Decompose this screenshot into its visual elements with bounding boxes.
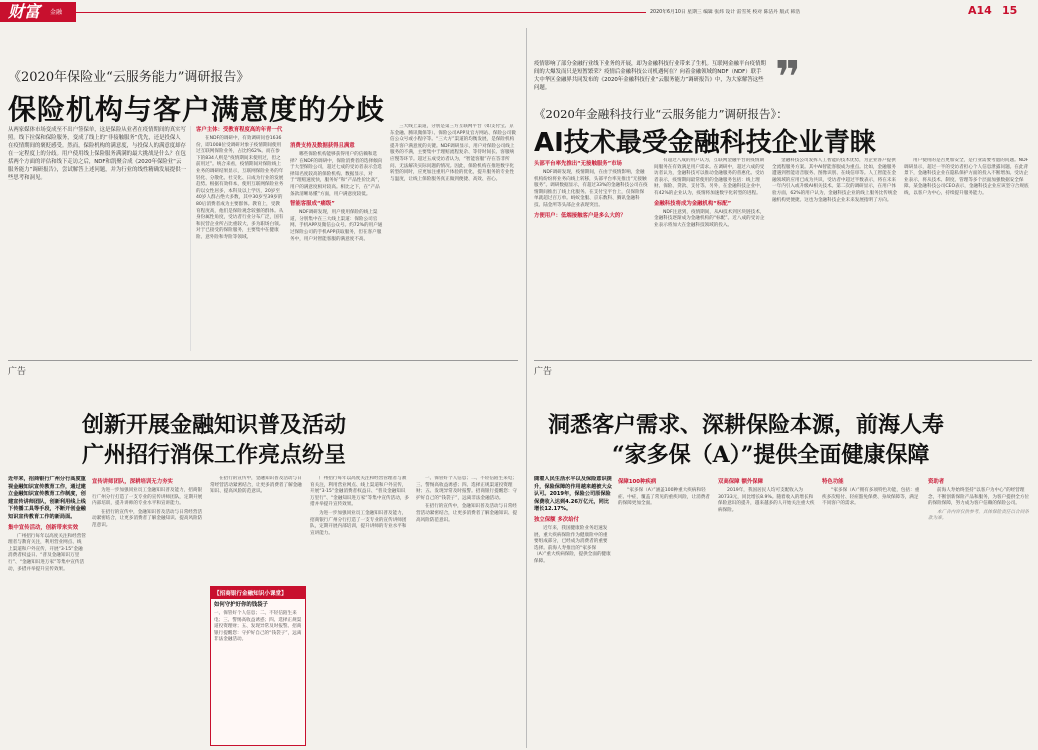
knowledge-box xyxy=(210,586,306,746)
section-logo-sub: 金融 xyxy=(50,9,63,16)
ad-right-body3: 2019年，我国居民人均可支配收入为30733元，同比增长8.9%。随着收入的增长和保险意识的提升，越来越多的人开始关注重大疾病保险。 xyxy=(718,488,815,513)
section-rule-right xyxy=(534,360,1032,361)
knowledge-box-heading: 【招商银行金融知识小课堂】 xyxy=(211,587,305,599)
ad-right-lead: 随着人民生活水平以及保险意识提升，保险保障的作用越来越被大众认可。2019年，保险公司原保险保费收入达到4.26万亿元，同比增长12.17%。 xyxy=(534,476,612,513)
section-logo-text: 财富 xyxy=(8,2,41,21)
left-col1-heading: 客户主体：受教育程度高的年青一代 xyxy=(196,127,283,133)
ad-right-col-5 xyxy=(928,476,1032,746)
page-number: 15 xyxy=(1002,4,1018,17)
ad-right-sub2: 保障100种疾病 xyxy=(618,479,657,485)
ad-right-col-2 xyxy=(618,476,712,746)
left-col3-body: 三大线上渠道，分别是第三方互联网平台（如支付宝、京东金融、腾讯微保等）、保险公司APP及官方网站、保险公司微信公众号或小程序等。“三大方”渠道的均衡发展，是保险机构提升客户满意度的关键。NDF调研显示，用户对保险公司线上服务的不满，主要集中于理赔流程复杂、等待时间长、客服响应慢等环节。超过五成受访者认为，“智能客服”存在答非所问、无法解决实际问题的情况。因此，保险机构在推进数字化转型的同时，应更加注重用户体验的优化，提升服务的专业性与温度，让线上保险服务真正做到便捷、高效、省心。 xyxy=(390,124,516,182)
quote-mark-icon: ❞ xyxy=(775,52,801,103)
knowledge-box-sub: 如何守护好你的钱袋子 xyxy=(214,602,268,608)
ad-right-headline-1: 洞悉客户需求、深耕保险本源，前海人寿 xyxy=(548,412,945,438)
right-intro-cont xyxy=(830,60,1030,104)
ad-right-col-4 xyxy=(822,476,922,746)
left-col2-heading: 消费支持及数据获得且满意 xyxy=(290,143,355,149)
right-col-2 xyxy=(654,158,766,354)
ad-label-right: 广告 xyxy=(534,367,553,377)
right-col2-body: 有超过八成的用户认为，互联网金融平台的疫情期间服务在有效满足用户需求。在调研中，超过六成的受访者认为，金融科技可以推动金融服务的普惠化。受访者表示，疫情期间最常使用的金融服务包括：线上理财、保险、贷款、支付等。另外，在金融科技企业中，有42%的企业认为，疫情将加速数字化转型的进程。 xyxy=(654,158,765,196)
section-tag: A14 xyxy=(968,4,992,17)
ad-left-col4-body: 广州招行每年以高度关注和经营管理者与教育关注，利用营业网点、线上渠道和户外宣传，开展“3·15”金融消费者权益日、“普及金融知识万里行”、“金融知识进万家”等集中宣传活动，多措并举提升宣传效果。 xyxy=(310,476,410,508)
masthead xyxy=(0,0,1038,24)
right-col1-body: NDF调研发现，疫情期间，在由于疫情影响，金融机构纷纷将业务向线上转移，头部平台率先推出“无接触服务”。调研数据显示，有超过33%的金融科技公司在疫情期间推出了线上化服务。在支付宝平台上，仅保险保单就超过百万单。蚂蚁金服、京东数科、腾讯金融科技、陆金所等头部企业表现突出。 xyxy=(534,170,648,208)
section-rule-left xyxy=(8,360,518,361)
ad-label-left: 广告 xyxy=(8,367,27,377)
ad-left-body3: 在招行的宣传中，金融知识普及活动与日常经营活动紧密结合，让更多消费者了解金融知识、提高风险防范意识。 xyxy=(92,509,203,528)
ad-left-col4-body-2: 为进一步加强同业员工金融知识普及能力，招商银行广州分行打造了一支专业的宣传讲师团队，定期开展内部培训，提升讲师的专业水平和宣讲能力。 xyxy=(310,510,407,536)
ad-left-lead: 近年来，招商银行广州分行高度重视金融知识宣传教育工作，通过建立金融知识宣传教育工作制度，创建宣传讲师团队，创新利用线上线下传播工具等手段，不断开创金融知识宣传教育工作的新局面。 xyxy=(8,476,86,520)
ad-right-col-3 xyxy=(718,476,816,746)
right-kicker: 《2020年金融科技行业“云服务能力”调研报告》： xyxy=(534,107,788,121)
ad-right-sub3: 双高保障 额外保障 xyxy=(718,479,764,485)
right-col2-body-2: NDF注意到，疫情期间，从AI技术到区块链技术，金融科技逐渐成为金融机构的“标配”。近八成的受访企业表示将加大在金融科技领域的投入。 xyxy=(654,209,765,228)
ad-right-sub1: 独立保额 多次给付 xyxy=(534,516,580,523)
right-col4-body: 用户使用的是否更加安全，是行业需要考虑的问题。NDF调研显示，超过一半的受访者担心个人信息泄露问题。在此背景下，金融科技企业在隐私保护方面的投入不断增加。受访企业表示，将从技术、制度、管理等多个层面加强数据安全保障。某金融科技公司CEO表示，金融科技企业应该坚守合规底线，以客户为中心，持续提升服务能力。 xyxy=(904,158,1029,196)
right-headline: AI技术最受金融科技企业青睐 xyxy=(534,128,876,158)
header-rule xyxy=(76,12,646,13)
left-body-rule xyxy=(190,126,191,351)
ad-left-col-1 xyxy=(8,476,86,746)
right-col2-heading-2: 金融科技将成为金融机构“标配” xyxy=(654,200,732,207)
left-col-1 xyxy=(196,124,284,352)
ad-left-col-5 xyxy=(416,476,518,746)
page-divider xyxy=(526,28,527,748)
left-col2-body: 哪些保险机构能够获得用户的信赖和选择？在NDF的调研中，保险消费者的选择倾向于大型保险公司，超过七成的受访者表示会选择知名度较高的保险机构。数据显示，对于“理赔速度快，服务好”和“产品性价比高”，用户的满意度相对较高。相比之下，在“产品条款清晰易懂”方面，用户满意度较低。 xyxy=(290,152,383,197)
right-col-4 xyxy=(904,158,1032,354)
ad-right-footer-note: 本广告内容仅供参考，具体保险责任以合同条款为准。 xyxy=(928,509,1029,522)
ad-left-body1: 广州招行每年以高度关注和经营管理者与教育关注，利用营业网点、线上渠道和户外宣传，开展“3·15”金融消费者权益日、“普及金融知识万里行”、“金融知识进万家”等集中宣传活动，多措并举提升宣传效果。 xyxy=(8,533,86,572)
ad-left-col5-body: 一、保管好个人信息；二、不轻信陌生来电；三、警惕高收益诱惑；四、选择正规渠道投资理财；五、发现异常及时报警。招商银行提醒您：守护好自己的“钱袋子”，远离非法金融活动。 xyxy=(416,476,518,501)
ad-left-col-2 xyxy=(92,476,204,746)
left-headline: 保险机构与客户满意度的分歧 xyxy=(8,93,386,126)
right-col3-body: 金融科技公司发挥人工智能的技术优势，为企业客户提供全流程服务方案。其中AI智能客服成为重点。比如，金融服务遭遇到智能语音服务、图像识别、在线信审等。人工智能在金融领域的应用已成为共识，受访者中超过半数表示，将在未来一年内引入或升级AI相关技术。第二次的调研显示，在用户体验方面，62%的用户认为，金融科技企业的线上服务比传统金融机构更便捷。这也为金融科技企业未来发展指明了方向。 xyxy=(772,158,898,203)
left-col-2 xyxy=(290,140,384,352)
ad-right-body4: “家多保（A）”拥有多项特色功能，包括：重疾多次赔付、轻症豁免保费、身故保障等，满足不同客户的需求。 xyxy=(822,488,920,507)
right-intro: 疫情影响了部分金融行业线下业务的开展，却为金融科技行业带来了生机。互联网金融平台疫情期间的大爆发而只是短暂繁荣？疫情后金融科技公司机遇何在？向着金融领域的NDF（NDF）联手大中华区金融界共同发布的《2020年金融科技行业“云服务能力”调研报告》中，为大家解答这些问题。 xyxy=(534,61,766,91)
right-col-3 xyxy=(772,158,898,354)
ad-right-sub5: 资助者 xyxy=(928,479,945,485)
left-col2-body-2: NDF调研发现，用户使用保险的线上渠道，分别集中在三大线上渠道：保险公司官网、手机APP及微信公众号。约72%的用户通过保险公司的手机APP获取服务，但在客户服务中，用户对智能客服的满意度不高。 xyxy=(290,210,383,242)
ad-right-body5: 前海人寿始终坚持“以客户为中心”的经营理念，不断创新保险产品和服务，为客户提供全方位的保险保障，努力成为客户信赖的保险公司。 xyxy=(928,488,1030,507)
ad-left-body2: 为进一步加强同业员工金融知识普及能力，招商银行广州分行打造了一支专业的宣传讲师团队，定期开展内部培训，提升讲师的专业水平和宣讲能力。 xyxy=(92,488,203,507)
ad-left-headline-2: 广州招行消保工作亮点纷呈 xyxy=(82,442,347,468)
right-col1-heading-2: 方便用户：低端接触客户是多么大的？ xyxy=(534,212,626,219)
ad-right-sub4: 特色功能 xyxy=(822,479,844,485)
left-deck: 从两家媒体市场变成至不出户签保单，这是保险从业者在疫情期间的真实写照。线下拉保和保险服务，变成了线上的“非接触服务”优先，还是投保人在疫情期间的褒贬感受。然而，保险机构的满意度，与投保人的满意度却存在一定程度上的分歧。用户使用线上保险服务满满的最大挑战是什么？在包括两个方面的评估和线下走访之后，NDF和凯聚合成《2020年保险业“云服务能力”调研报告》，尝试解答上述问题，并为行业的线性精确发展提供一些思考和洞见。 xyxy=(8,127,186,181)
ad-left-headline-1: 创新开展金融知识普及活动 xyxy=(82,412,347,438)
ad-right-headline-2: “家多保（A）”提供全面健康保障 xyxy=(612,442,930,468)
right-col1-heading: 头部平台率先推出“无接触服务”市场 xyxy=(534,161,622,167)
date-line: 2020年6月10日 星期三 编辑 张炜 设计 雷雪英 校对 陈洁丹 版式 韩浩 xyxy=(650,10,801,15)
left-kicker: 《2020年保险业“云服务能力”调研报告》 xyxy=(8,70,250,85)
ad-right-body2: “家多保（A）”涵盖100种重大疾病和轻症、中症，覆盖了常见的重疾风险，让消费者的保障更加全面。 xyxy=(618,488,710,507)
ad-left-col3-filler: 在招行的宣传中，金融知识普及活动与日常经营活动紧密结合，让更多消费者了解金融知识、提高风险防范意识。 xyxy=(210,476,302,495)
left-col-3 xyxy=(390,124,518,352)
ad-left-sub1: 集中宣传活动，创新带来实效 xyxy=(8,524,79,531)
page-tag xyxy=(962,2,1034,20)
ad-right-col-1 xyxy=(534,476,612,746)
right-col-1 xyxy=(534,158,648,354)
section-logo xyxy=(0,2,76,22)
ad-left-col-3 xyxy=(210,476,304,582)
ad-left-sub2: 宣传讲师团队，深耕培训无力夯实 xyxy=(92,479,173,485)
knowledge-box-body: 一、保管好个人信息；二、不轻信陌生来电；三、警惕高收益诱惑；四、选择正规渠道投资理财；五、发现异常及时报警。招商银行提醒您：守护好自己的“钱袋子”，远离非法金融活动。 xyxy=(214,611,302,643)
ad-left-col-4 xyxy=(310,476,410,746)
ad-left-col5-body-2: 在招行的宣传中，金融知识普及活动与日常经营活动紧密结合，让更多消费者了解金融知识、提高风险防范意识。 xyxy=(416,504,518,523)
left-col2-heading-2: 智能客服成“痛级” xyxy=(290,201,335,208)
ad-right-body1: 近年来，我国健康险业务迅速发展，重大疾病保险作为健康险中的重要组成部分，已经成为消费者的重要选择。前海人寿推出的“家多保（A）”重大疾病保险，提供全面的健康保障。 xyxy=(534,525,611,564)
left-col1-body: 在NDF的调研中，有效调研问卷1636份，即1008位受调研对象子疫情期间使用过互联网保险业务，占比约62%。而在参下的834人则是“疫情期间未使用过，但之前用过”。统合来看，疫情期间对保险线上业务的调研结果显示，互联网保险业务的年轻化、分散化、社交化、日成为行业的发展趋势。根据有效样本，使用互联网保险业务的以女性居多，本科及以上学历，20岁至40岁人群占绝大多数，其中30岁至39岁的80后消费者成为主要群体。教育上，受教育程度高，他们是保险观念较强的群体。从身份属性角度，受访者行业分布广泛，国有和民营企业所占比重较大，多为职场白领。对于已接受的保险服务，主要集中在健康险、意外险和寿险等领域。 xyxy=(196,136,284,240)
